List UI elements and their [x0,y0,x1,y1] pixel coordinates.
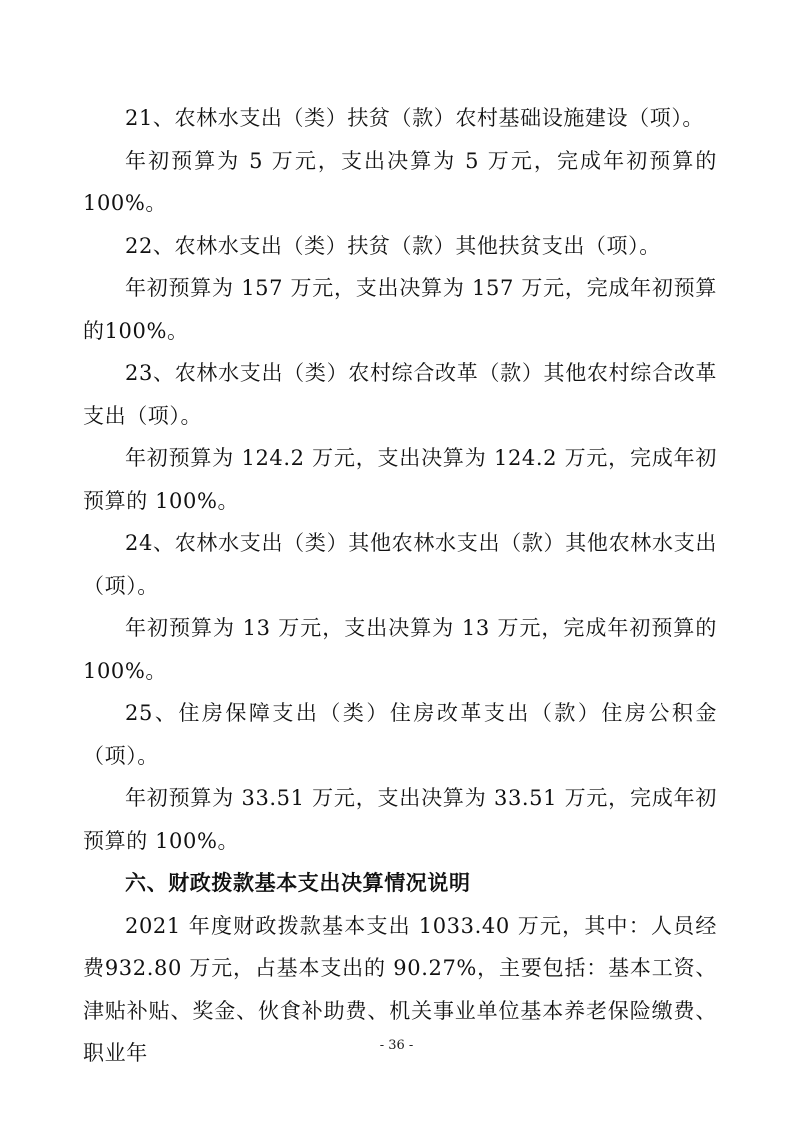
section-heading: 六、财政拨款基本支出决算情况说明 [125,871,471,895]
paragraph-item-21-title: 21、农林水支出（类）扶贫（款）农村基础设施建设（项）。 [125,106,705,130]
paragraph-item-23-title: 23、农林水支出（类）农村综合改革（款）其他农村综合改革支出（项）。 [83,361,717,428]
paragraph-item-21-detail: 年初预算为 5 万元，支出决算为 5 万元，完成年初预算的100%。 [83,148,717,215]
paragraph-item-22-detail: 年初预算为 157 万元，支出决算为 157 万元，完成年初预算的100%。 [83,276,717,343]
paragraph-item-23-detail: 年初预算为 124.2 万元，支出决算为 124.2 万元，完成年初预算的 100%。 [83,446,717,513]
paragraph-item-24-detail: 年初预算为 13 万元，支出决算为 13 万元，完成年初预算的100%。 [83,616,717,683]
paragraph-item-25-title: 25、住房保障支出（类）住房改革支出（款）住房公积金（项）。 [83,701,717,768]
page-number: - 36 - [379,1038,414,1053]
paragraph-item-22-title: 22、农林水支出（类）扶贫（款）其他扶贫支出（项）。 [125,233,661,258]
paragraph-item-24-title: 24、农林水支出（类）其他农林水支出（款）其他农林水支出（项）。 [83,531,717,598]
paragraph-basic-expenditure: 2021 年度财政拨款基本支出 1033.40 万元，其中：人员经费932.80 万元，占基本支出的 90.27%，主要包括：基本工资、津贴补贴、奖金、伙食补助费、机关事业单位基本养老保险缴费、职业年 [83,913,717,1065]
paragraph-item-25-detail: 年初预算为 33.51 万元，支出决算为 33.51 万元，完成年初预算的 100%。 [83,786,717,853]
document-body [83,97,717,1075]
